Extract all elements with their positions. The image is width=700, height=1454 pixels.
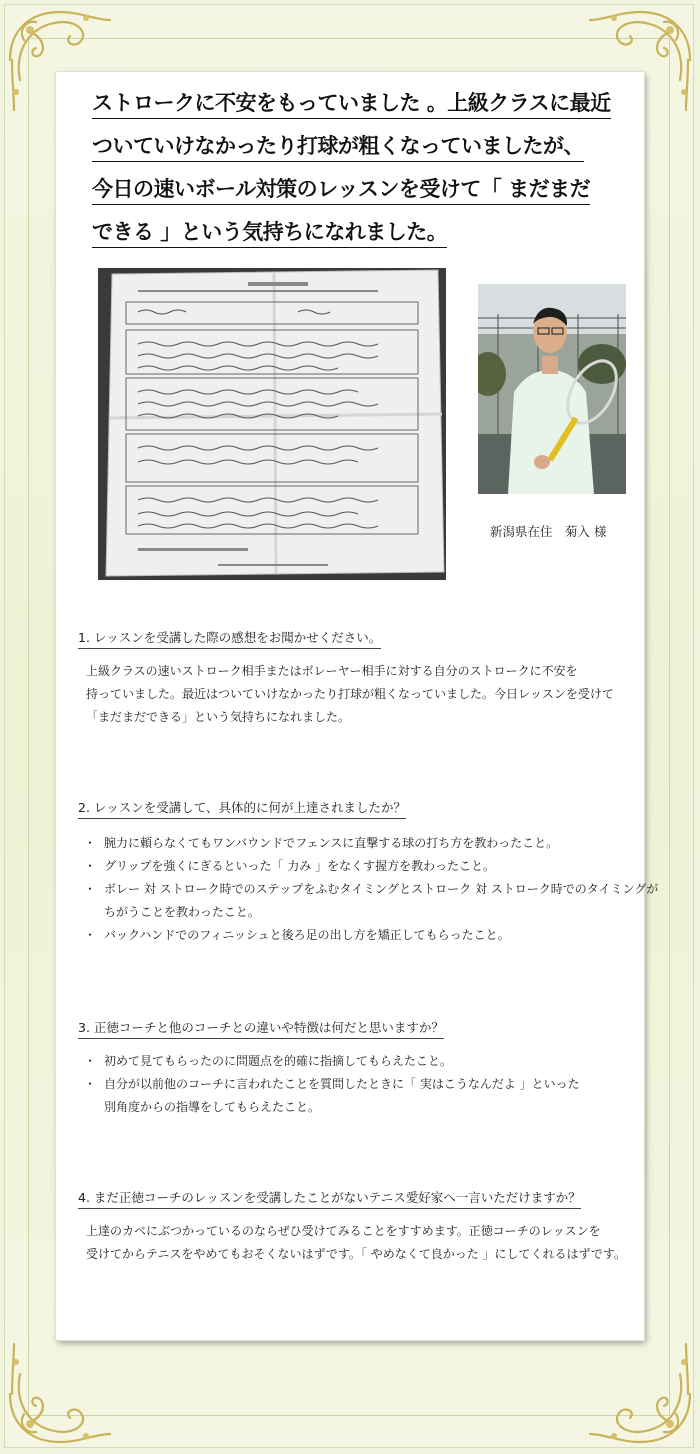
answer-line: 上達のカベにぶつかっているのならぜひ受けてみることをすすめます。正徳コーチのレッスンを [86, 1224, 601, 1238]
headline-line: できる 」という気持ちになれました。 [92, 217, 447, 248]
student-portrait-photo [478, 284, 626, 494]
corner-ornament-icon [582, 1336, 700, 1454]
bullet-marker: ・ [84, 882, 97, 896]
survey-sheet-photo [98, 268, 446, 580]
question-3-heading: 3. 正徳コーチと他のコーチとの違いや特徴は何だと思いますか？ [78, 1018, 444, 1039]
question-2-answer [84, 832, 658, 947]
list-item-text: 自分が以前他のコーチに言われたことを質問したときに「 実はこうなんだよ 」といった [104, 1077, 580, 1091]
headline-line: ついていけなかったり打球が粗くなっていましたが、 [92, 131, 584, 162]
corner-ornament-icon [0, 1336, 118, 1454]
list-item [84, 924, 658, 947]
list-item [84, 1073, 580, 1096]
list-item-continuation: 別角度からの指導をしてもらえたこと。 [104, 1100, 321, 1114]
headline-line: 今日の速いボール対策のレッスンを受けて「 まだまだ [92, 174, 590, 205]
question-4-heading: 4. まだ正徳コーチのレッスンを受講したことがないテニス愛好家へ一言いただけますか？ [78, 1188, 581, 1209]
list-item-text: 初めて見てもらったのに問題点を的確に指摘してもらえたこと。 [104, 1054, 453, 1068]
student-caption: 新潟県在住 菊入 様 [490, 524, 607, 539]
list-item-text: 腕力に頼らなくてもワンバウンドでフェンスに直撃する球の打ち方を教わったこと。 [104, 836, 559, 850]
list-item-text: グリップを強くにぎるといった「 力み 」をなくす握方を教わったこと。 [104, 859, 496, 873]
bullet-marker: ・ [84, 1077, 97, 1091]
answer-line: 受けてからテニスをやめてもおそくないはずです。「 やめなくて良かった 」にしてくれるはずです。 [86, 1247, 626, 1261]
question-1-answer [86, 660, 614, 729]
answer-line: 持っていました。最近はついていけなかったり打球が粗くなっていました。今日レッスンを受けて [86, 687, 614, 701]
question-2-heading: 2. レッスンを受講して、具体的に何が上達されましたか？ [78, 798, 406, 819]
list-item-text: ボレー 対 ストローク時でのステップをふむタイミングとストローク 対 ストローク時でのタイミングが [104, 882, 659, 896]
answer-line: 「まだまだできる」という気持ちになれました。 [86, 710, 351, 724]
headline-line: ストロークに不安をもっていました 。上級クラスに最近 [92, 88, 611, 119]
question-4-answer [86, 1220, 626, 1266]
bullet-marker: ・ [84, 859, 97, 873]
list-item-continuation: ちがうことを教わったこと。 [104, 905, 260, 919]
list-item [84, 878, 658, 901]
answer-line: 上級クラスの速いストローク相手またはボレーヤー相手に対する自分のストロークに不安を [86, 664, 578, 678]
question-3-answer [84, 1050, 580, 1119]
question-1-heading: 1. レッスンを受講した際の感想をお聞かせください。 [78, 628, 381, 649]
testimonial-headline [92, 84, 612, 256]
bullet-marker: ・ [84, 836, 97, 850]
list-item-text: バックハンドでのフィニッシュと後ろ足の出し方を矯正してもらったこと。 [104, 928, 510, 942]
content-panel [56, 72, 659, 1340]
list-item [84, 1050, 580, 1073]
list-item [84, 855, 658, 878]
bullet-marker: ・ [84, 1054, 97, 1068]
bullet-marker: ・ [84, 928, 97, 942]
list-item [84, 832, 658, 855]
